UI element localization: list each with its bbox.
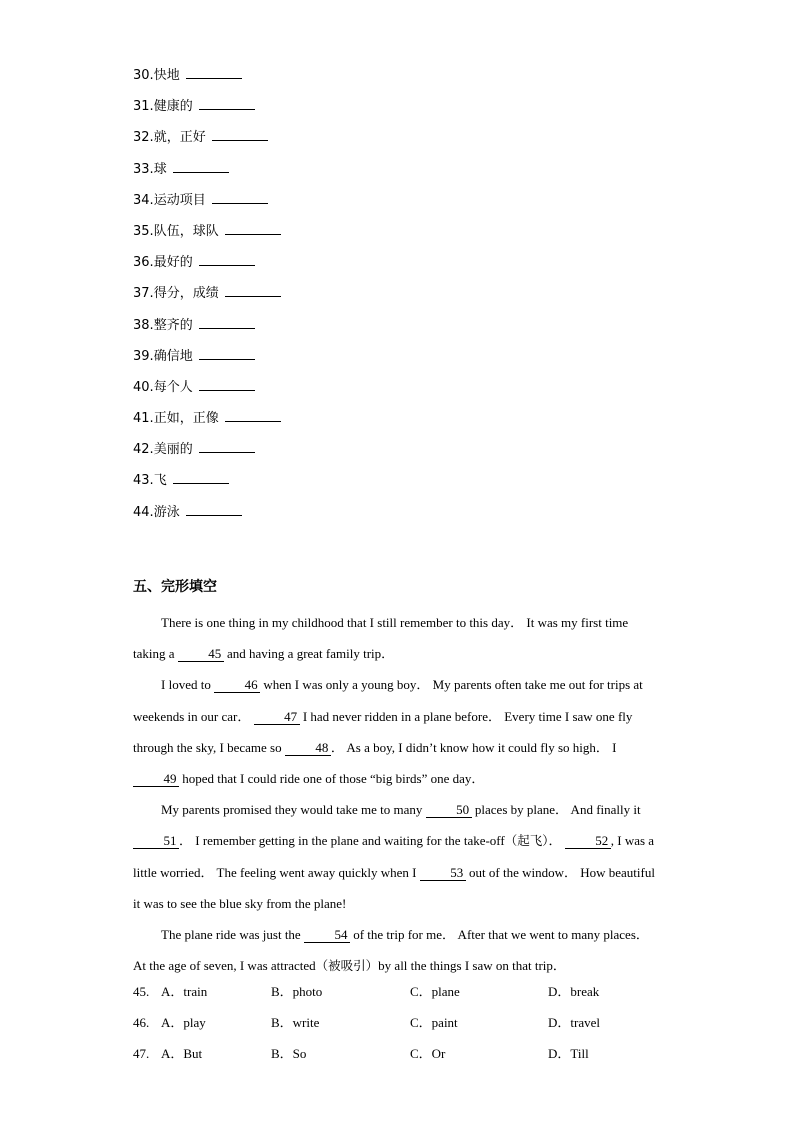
vocab-item: [133, 316, 281, 347]
vocab-number: 33.: [133, 161, 154, 177]
cloze-gap-53[interactable]: 53: [420, 866, 466, 881]
vocab-number: 43.: [133, 473, 154, 489]
answer-blank[interactable]: [199, 347, 255, 360]
vocab-list: [133, 66, 281, 534]
vocab-chinese: 球: [153, 161, 167, 177]
vocab-number: 42.: [133, 442, 154, 458]
answer-blank[interactable]: [225, 284, 281, 297]
vocab-item: [133, 378, 281, 409]
vocab-number: 44.: [133, 504, 154, 520]
passage-text: There is one thing in my childhood that I still remember to this day． It was my first time taking a: [133, 615, 629, 662]
passage-text: when I was only a young boy． My parents often take me out for trips at weekends in our car．: [133, 677, 643, 724]
vocab-chinese: 健康的: [153, 99, 193, 115]
chinese-gloss: （起飞）: [504, 833, 549, 849]
question-number: 47.: [133, 1046, 150, 1062]
answer-blank[interactable]: [199, 378, 255, 391]
passage-text: I had never ridden in a plane before． Every time I saw one fly through the sky, I became so: [133, 708, 633, 755]
passage-text: The plane ride was just the: [161, 927, 304, 943]
vocab-chinese: 飞: [153, 473, 167, 489]
option-row: [133, 1013, 693, 1044]
vocab-chinese: 得分，成绩: [153, 286, 219, 302]
vocab-item: [133, 97, 281, 128]
vocab-chinese: 快地: [153, 68, 180, 83]
passage-text: hoped that I could ride one of those “big birds” one day．: [179, 771, 485, 787]
answer-blank[interactable]: [225, 222, 281, 235]
vocab-chinese: 就，正好: [153, 130, 206, 146]
vocab-chinese: 最好的: [153, 255, 193, 271]
cloze-gap-48[interactable]: 48: [285, 741, 331, 756]
vocab-chinese: 整齐的: [153, 317, 193, 333]
vocab-item: [133, 66, 281, 97]
vocab-number: 40.: [133, 379, 154, 395]
option-row: [133, 1044, 693, 1075]
question-number: 46.: [133, 1015, 150, 1031]
vocab-number: 39.: [133, 348, 154, 364]
option-d[interactable]: D．Till: [548, 1046, 589, 1062]
option-row: [133, 982, 693, 1013]
passage-text: and having a great family trip．: [223, 646, 395, 662]
passage-paragraph: [133, 607, 663, 669]
passage-paragraph: [133, 794, 663, 919]
vocab-number: 34.: [133, 192, 154, 208]
vocab-item: [133, 440, 281, 471]
vocab-chinese: 确信地: [153, 348, 193, 364]
option-a[interactable]: A．train: [161, 984, 208, 999]
vocab-item: [133, 191, 281, 222]
option-b[interactable]: B．write: [271, 1015, 320, 1031]
cloze-gap-47[interactable]: 47: [254, 710, 300, 725]
option-c[interactable]: C．Or: [410, 1046, 446, 1062]
vocab-number: 32.: [133, 130, 154, 146]
option-b[interactable]: B．photo: [271, 984, 323, 999]
section-title: 五、完形填空: [133, 579, 217, 595]
vocab-chinese: 每个人: [153, 379, 193, 395]
vocab-chinese: 运动项目: [153, 192, 206, 208]
vocab-number: 38.: [133, 317, 154, 333]
chinese-gloss: （被吸引）: [315, 958, 379, 974]
question-number: 45.: [133, 984, 150, 999]
vocab-number: 35.: [133, 223, 154, 239]
vocab-item: [133, 160, 281, 191]
vocab-number: 36.: [133, 255, 154, 271]
vocab-chinese: 美丽的: [153, 442, 193, 458]
cloze-gap-51[interactable]: 51: [133, 834, 179, 849]
vocab-number: 30.: [133, 68, 154, 83]
passage-paragraph: [133, 669, 663, 794]
cloze-gap-46[interactable]: 46: [214, 678, 260, 693]
vocab-chinese: 队伍，球队: [153, 223, 219, 239]
answer-blank[interactable]: [173, 471, 229, 484]
passage-text: I loved to: [161, 677, 215, 693]
passage-text: , I was a little worried． The feeling went away quickly when I: [133, 833, 655, 880]
vocab-item: [133, 222, 281, 253]
vocab-item: [133, 253, 281, 284]
passage-text: places by plane． And finally it: [471, 802, 641, 818]
answer-blank[interactable]: [225, 409, 281, 422]
answer-blank[interactable]: [173, 160, 229, 173]
vocab-chinese: 正如，正像: [153, 411, 219, 427]
answer-blank[interactable]: [186, 503, 242, 516]
option-c[interactable]: C．paint: [410, 1015, 458, 1031]
passage-text: ． As a boy, I didn’t know how it could fly so high． I: [330, 739, 617, 755]
cloze-gap-49[interactable]: 49: [133, 772, 179, 787]
cloze-gap-45[interactable]: 45: [178, 647, 224, 662]
answer-blank[interactable]: [199, 97, 255, 110]
vocab-item: [133, 409, 281, 440]
passage-text: by all the things I saw on that trip．: [378, 958, 566, 974]
vocab-number: 37.: [133, 286, 154, 302]
cloze-passage: [133, 607, 663, 981]
passage-text: of the trip for me． After that we went to many places． At the age of seven, I was attracted: [133, 927, 649, 974]
answer-blank[interactable]: [212, 128, 268, 141]
option-a[interactable]: A．play: [161, 1015, 206, 1031]
option-a[interactable]: A．But: [161, 1046, 203, 1062]
passage-text: ．: [548, 833, 565, 849]
option-c[interactable]: C．plane: [410, 984, 460, 999]
vocab-item: [133, 471, 281, 502]
answer-blank[interactable]: [186, 66, 242, 79]
vocab-number: 41.: [133, 411, 154, 427]
option-b[interactable]: B．So: [271, 1046, 307, 1062]
passage-text: ． I remember getting in the plane and waiting for the take-off: [179, 833, 505, 849]
vocab-item: [133, 347, 281, 378]
answer-options: [133, 982, 693, 1076]
cloze-gap-52[interactable]: 52: [565, 834, 611, 849]
vocab-item: [133, 503, 281, 534]
answer-blank[interactable]: [199, 253, 255, 266]
answer-blank[interactable]: [199, 440, 255, 453]
passage-text: out of the window． How beautiful it was to see the blue sky from the plane!: [133, 864, 655, 911]
option-d[interactable]: D．travel: [548, 1015, 600, 1031]
answer-blank[interactable]: [199, 316, 255, 329]
vocab-number: 31.: [133, 99, 154, 115]
cloze-gap-50[interactable]: 50: [426, 803, 472, 818]
passage-text: My parents promised they would take me to many: [161, 802, 426, 818]
vocab-item: [133, 284, 281, 315]
vocab-item: [133, 128, 281, 159]
cloze-gap-54[interactable]: 54: [304, 928, 350, 943]
answer-blank[interactable]: [212, 191, 268, 204]
passage-paragraph: [133, 919, 663, 981]
vocab-chinese: 游泳: [153, 504, 180, 520]
option-d[interactable]: D．break: [548, 984, 600, 999]
